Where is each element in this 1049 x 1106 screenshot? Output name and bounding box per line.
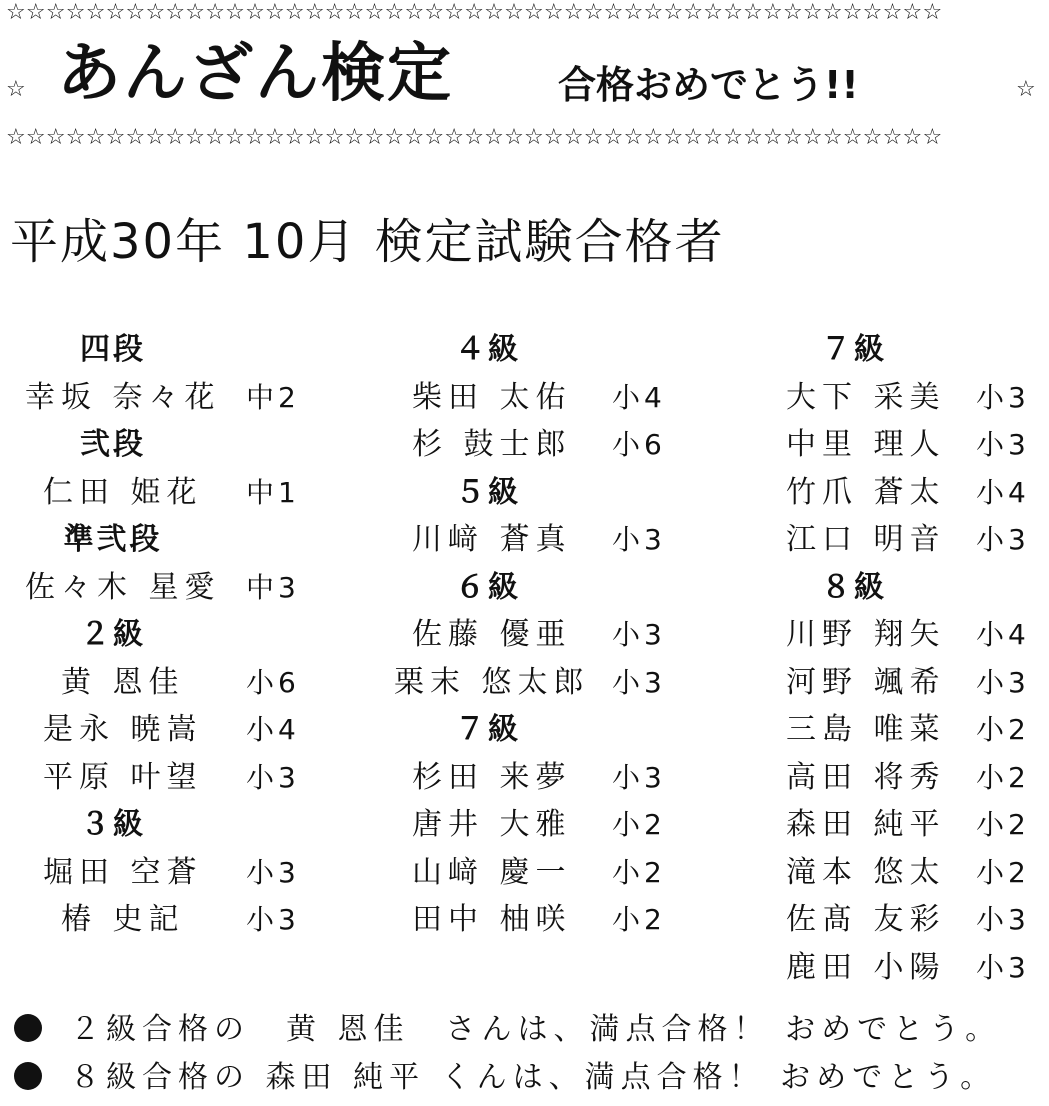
passer-row: [764, 896, 1044, 944]
passer-row: [8, 849, 308, 897]
rank-heading: ４級: [455, 332, 521, 367]
page-heading: 平成30年 10月 検定試験合格者: [10, 214, 725, 270]
passer-name: 佐髙 友彩: [786, 902, 946, 937]
passer-grade: 小3: [612, 618, 666, 651]
passer-row: [380, 611, 680, 659]
rank-heading-row: [8, 611, 308, 659]
passer-name: 川野 翔矢: [786, 617, 946, 652]
rank-heading-row: [8, 801, 308, 849]
results-column-1: [8, 326, 308, 944]
passer-row: [764, 421, 1044, 469]
results-column-3: [764, 326, 1044, 991]
passer-grade: 中3: [246, 570, 300, 604]
passer-name: 平原 叶望: [43, 759, 203, 795]
passer-name: 佐々木 星愛: [25, 569, 221, 605]
note-item: [14, 1058, 1044, 1106]
passer-row: [764, 611, 1044, 659]
passer-row: [380, 374, 680, 422]
rank-heading: ２級: [80, 617, 146, 652]
passer-name: 仁田 姫花: [43, 474, 203, 510]
passer-name: 椿 史記: [61, 902, 185, 937]
passer-row: [380, 849, 680, 897]
rank-heading: ７級: [821, 332, 887, 367]
passer-name: 黄 恩佳: [61, 664, 185, 700]
passer-row: [764, 469, 1044, 517]
passer-row: [380, 896, 680, 944]
passer-grade: 小6: [246, 665, 300, 699]
rank-heading-row: [380, 326, 680, 374]
passer-name: 三島 唯菜: [786, 712, 946, 747]
passer-grade: 小3: [976, 665, 1030, 699]
passer-name: 杉田 来夢: [412, 759, 572, 795]
passer-row: [380, 801, 680, 849]
passer-row: [764, 754, 1044, 802]
banner-subtitle: 合格おめでとう!!: [558, 63, 859, 107]
passer-name: 滝本 悠太: [786, 854, 946, 890]
star-icon-right: ☆: [1016, 77, 1036, 102]
passer-row: [380, 754, 680, 802]
passer-grade: 小3: [612, 760, 666, 794]
passer-grade: 小4: [976, 475, 1030, 509]
passer-grade: 小2: [612, 855, 666, 889]
passer-grade: 小2: [976, 808, 1030, 841]
rank-heading: 弐段: [80, 427, 146, 462]
star-border-bottom: ☆☆☆☆☆☆☆☆☆☆☆☆☆☆☆☆☆☆☆☆☆☆☆☆☆☆☆☆☆☆☆☆☆☆☆☆☆☆☆☆☆☆☆☆☆☆☆: [6, 125, 943, 150]
passer-name: 田中 柚咲: [412, 902, 572, 937]
rank-heading: 四段: [80, 332, 146, 367]
passer-row: [764, 516, 1044, 564]
passer-grade: 小3: [976, 380, 1030, 414]
passer-name: 竹爪 蒼太: [786, 474, 946, 510]
passer-row: [8, 469, 308, 517]
passer-name: 幸坂 奈々花: [25, 379, 221, 415]
passer-grade: 中1: [246, 475, 300, 509]
rank-heading-row: [380, 469, 680, 517]
passer-row: [8, 754, 308, 802]
rank-heading-row: [764, 564, 1044, 612]
passer-grade: 小4: [612, 380, 666, 414]
passer-grade: 小3: [246, 760, 300, 794]
passer-grade: 小3: [246, 903, 300, 936]
rank-heading: ７級: [455, 712, 521, 747]
passer-row: [380, 659, 680, 707]
passer-name: 鹿田 小陽: [786, 949, 946, 985]
passer-row: [8, 564, 308, 612]
banner-title: あんざん検定: [57, 37, 453, 111]
rank-heading-row: [8, 516, 308, 564]
passer-grade: 小4: [976, 618, 1030, 651]
passer-name: 是永 暁嵩: [43, 712, 203, 747]
passer-grade: 小3: [246, 855, 300, 889]
passer-name: 河野 颯希: [786, 664, 946, 700]
passer-grade: 小2: [612, 808, 666, 841]
passer-row: [764, 801, 1044, 849]
bullet-icon: [14, 1062, 42, 1090]
passer-name: 高田 将秀: [786, 759, 946, 795]
results-column-2: [380, 326, 680, 944]
rank-heading-row: [380, 706, 680, 754]
passer-row: [8, 706, 308, 754]
note-item: [14, 1010, 1044, 1058]
passer-row: [764, 849, 1044, 897]
passer-name: 堀田 空蒼: [43, 854, 203, 890]
passer-name: 中里 理人: [786, 427, 946, 462]
note-text: ２級合格の 黄 恩佳 さんは、満点合格！ おめでとう。: [70, 1012, 1002, 1047]
passer-name: 唐井 大雅: [412, 807, 572, 842]
passer-grade: 小2: [976, 855, 1030, 889]
passer-name: 柴田 太佑: [412, 379, 572, 415]
passer-name: 佐藤 優亜: [412, 617, 572, 652]
passer-grade: 小3: [612, 523, 666, 556]
passer-grade: 小2: [976, 713, 1030, 746]
star-border-top: ☆☆☆☆☆☆☆☆☆☆☆☆☆☆☆☆☆☆☆☆☆☆☆☆☆☆☆☆☆☆☆☆☆☆☆☆☆☆☆☆☆☆☆☆☆☆☆: [6, 0, 943, 25]
passer-grade: 小3: [612, 665, 666, 699]
passer-row: [8, 374, 308, 422]
passer-grade: 中2: [246, 380, 300, 414]
passer-name: 山﨑 慶一: [412, 854, 572, 890]
passer-row: [764, 659, 1044, 707]
passer-row: [764, 944, 1044, 992]
rank-heading-row: [8, 421, 308, 469]
passer-grade: 小4: [246, 713, 300, 746]
passer-grade: 小2: [612, 903, 666, 936]
passer-grade: 小3: [976, 903, 1030, 936]
passer-grade: 小3: [976, 523, 1030, 556]
passer-row: [380, 421, 680, 469]
passer-row: [764, 374, 1044, 422]
notes-list: [14, 1010, 1044, 1106]
rank-heading: ３級: [80, 807, 146, 842]
passer-row: [380, 516, 680, 564]
passer-row: [764, 706, 1044, 754]
rank-heading: ８級: [821, 569, 887, 605]
passer-grade: 小2: [976, 760, 1030, 794]
passer-grade: 小6: [612, 428, 666, 461]
passer-name: 大下 采美: [786, 379, 946, 415]
passer-row: [8, 659, 308, 707]
passer-grade: 小3: [976, 950, 1030, 984]
passer-name: 森田 純平: [786, 807, 946, 842]
rank-heading-row: [8, 326, 308, 374]
passer-name: 杉 鼓士郎: [412, 427, 572, 462]
rank-heading: ６級: [455, 569, 521, 605]
rank-heading-row: [380, 564, 680, 612]
passer-name: 栗末 悠太郎: [394, 664, 590, 700]
passer-row: [8, 896, 308, 944]
star-icon-left: ☆: [6, 77, 26, 102]
note-text: ８級合格の 森田 純平 くんは、満点合格！ おめでとう。: [70, 1060, 997, 1095]
passer-name: 川﨑 蒼真: [412, 522, 572, 557]
rank-heading-row: [764, 326, 1044, 374]
rank-heading: ５級: [455, 474, 521, 510]
passer-name: 江口 明音: [786, 522, 946, 557]
rank-heading: 準弐段: [63, 522, 163, 557]
bullet-icon: [14, 1014, 42, 1042]
passer-grade: 小3: [976, 428, 1030, 461]
